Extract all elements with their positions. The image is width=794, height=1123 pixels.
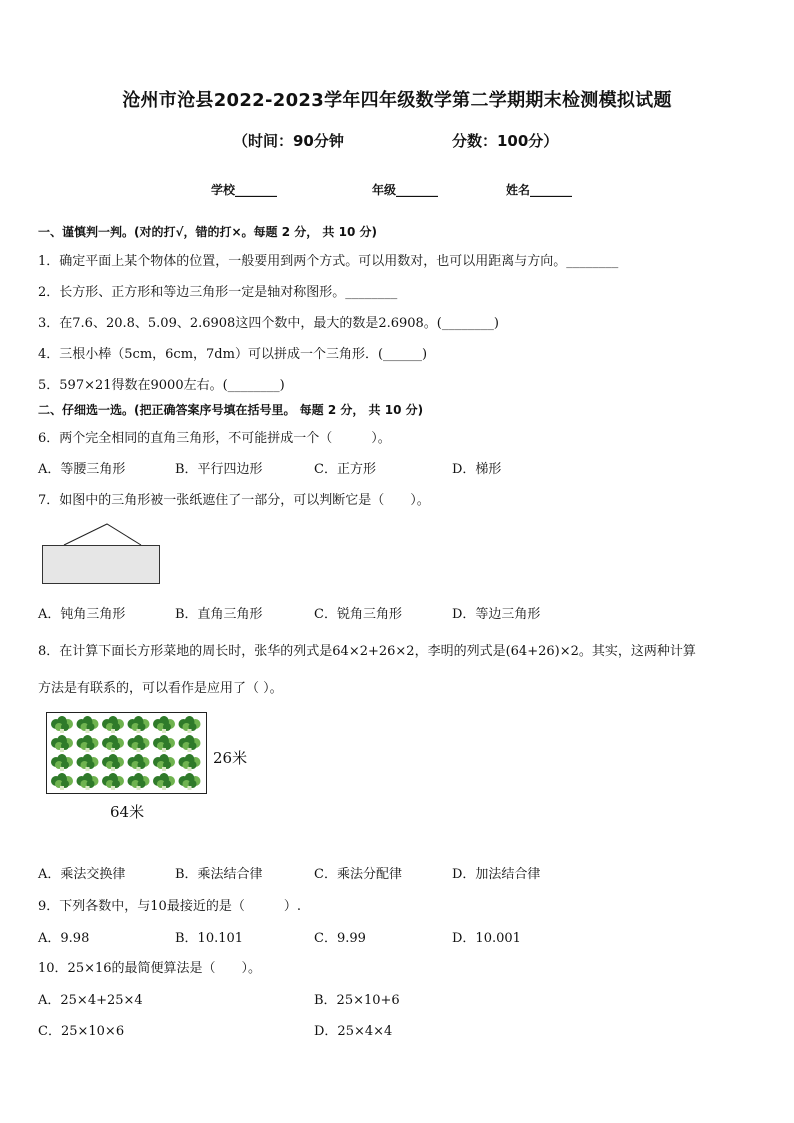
vegetable-field-figure — [46, 712, 208, 795]
question-9: 9．下列各数中，与10最接近的是（ ）. — [38, 899, 301, 914]
q8-option-c: C．乘法分配律 — [314, 867, 402, 882]
question-7: 7．如图中的三角形被一张纸遮住了一部分，可以判断它是（ ）。 — [38, 493, 430, 508]
q10-option-a: A．25×4+25×4 — [38, 993, 143, 1008]
cover-paper — [43, 546, 160, 584]
exam-time: （时间：90分钟 — [233, 132, 344, 150]
grade-field: 年级_______ — [372, 183, 439, 197]
q9-option-d: D．10.001 — [452, 931, 521, 946]
q8-option-a: A．乘法交换律 — [38, 867, 126, 882]
q6-option-b: B．平行四边形 — [175, 462, 263, 477]
field-length-label: 64米 — [110, 803, 145, 821]
q7-option-b: B．直角三角形 — [175, 607, 263, 622]
q10-option-c: C．25×10×6 — [38, 1024, 125, 1039]
field-width-label: 26米 — [213, 749, 248, 767]
covered-triangle-figure — [40, 520, 164, 588]
q7-option-d: D．等边三角形 — [452, 607, 541, 622]
exam-score: 分数：100分） — [452, 132, 559, 150]
name-field: 姓名_______ — [506, 183, 573, 197]
q6-option-a: A．等腰三角形 — [38, 462, 126, 477]
q7-option-a: A．钝角三角形 — [38, 607, 126, 622]
section-2-heading: 二、仔细选一选。(把正确答案序号填在括号里。 每题 2 分， 共 10 分) — [38, 403, 424, 417]
question-8-line1: 8．在计算下面长方形菜地的周长时，张华的列式是64×2+26×2，李明的列式是(64+26)×2。其实，这两种计算 — [38, 644, 696, 659]
q9-option-b: B．10.101 — [175, 931, 244, 946]
question-8-line2: 方法是有联系的，可以看作是应用了（ ）。 — [38, 681, 283, 696]
question-6: 6．两个完全相同的直角三角形，不可能拼成一个（ ）。 — [38, 431, 391, 446]
school-field: 学校_______ — [211, 183, 278, 197]
question-3: 3．在7.6、20.8、5.09、2.6908这四个数中，最大的数是2.6908。(________) — [38, 316, 499, 331]
q10-option-d: D．25×4×4 — [314, 1024, 393, 1039]
q9-option-a: A．9.98 — [38, 931, 90, 946]
question-1: 1．确定平面上某个物体的位置，一般要用到两个方式。可以用数对，也可以用距离与方向。________ — [38, 254, 619, 269]
q9-option-c: C．9.99 — [314, 931, 366, 946]
q7-option-c: C．锐角三角形 — [314, 607, 402, 622]
q8-option-b: B．乘法结合律 — [175, 867, 263, 882]
question-2: 2．长方形、正方形和等边三角形一定是轴对称图形。________ — [38, 285, 398, 300]
q10-option-b: B．25×10+6 — [314, 993, 400, 1008]
q8-option-d: D．加法结合律 — [452, 867, 541, 882]
q6-option-d: D．梯形 — [452, 462, 502, 477]
question-10: 10．25×16的最简便算法是（ ）。 — [38, 961, 262, 976]
question-4: 4．三根小棒（5cm，6cm，7dm）可以拼成一个三角形．(______) — [38, 347, 428, 362]
q6-option-c: C．正方形 — [314, 462, 376, 477]
page-title: 沧州市沧县2022-2023学年四年级数学第二学期期末检测模拟试题 — [122, 90, 672, 111]
section-1-heading: 一、谨慎判一判。(对的打√，错的打×。每题 2 分， 共 10 分) — [38, 225, 377, 239]
question-5: 5．597×21得数在9000左右。(________) — [38, 378, 285, 393]
triangle-visible-top — [64, 524, 141, 545]
